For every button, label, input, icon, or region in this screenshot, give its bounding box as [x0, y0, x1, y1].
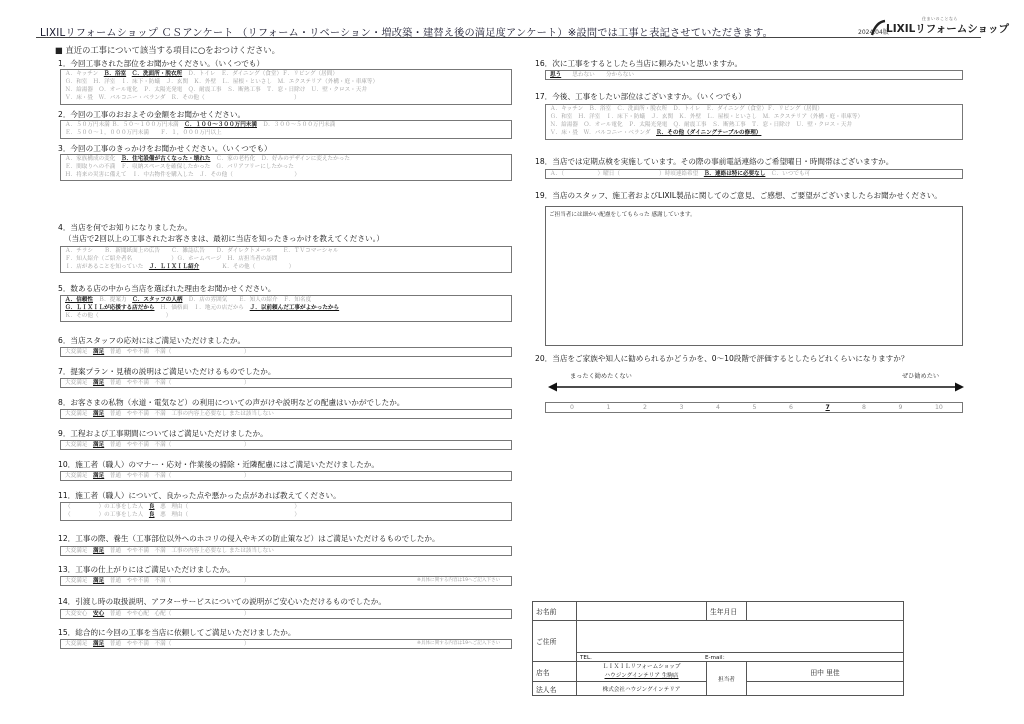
scale-option-0[interactable]: 0	[570, 404, 574, 411]
q2-options: Ａ．５０万円未満 Ｂ．５０～１００万円未満 Ｃ．１００～３００万円未満 Ｄ．３００～５００万円未満 Ｅ．５００～１，０００万円未満 Ｆ．１，０００万円以上	[60, 120, 512, 139]
q12-selected[interactable]: 満足	[92, 548, 105, 554]
q6-label: 6．当店スタッフの応対にはご満足いただけましたか。	[58, 336, 246, 345]
address-field[interactable]	[577, 621, 904, 662]
corp-blank	[747, 682, 904, 696]
q10-label: 10．施工者（職人）のマナー・応対・作業後の掃除・近隣配慮にはご満足いただけましたか。	[58, 460, 380, 469]
q9-selected[interactable]: 満足	[92, 442, 105, 448]
intro-text: ■ 直近の工事について該当する項目に○をおつけください。	[55, 45, 280, 55]
q4-selected[interactable]: Ｊ．ＬＩＸＩＬ紹介	[148, 264, 200, 270]
q5-label: 5．数ある店の中から当店を選ばれた理由をお聞かせください。	[58, 284, 276, 293]
q14-selected[interactable]: 安心	[92, 611, 105, 617]
q10-selected[interactable]: 満足	[92, 473, 105, 479]
q11-selected-2[interactable]: 良	[148, 512, 155, 518]
customer-info-table	[532, 601, 904, 696]
q19-comment-text: ご担当者には細かい配慮をしてもらった 感謝しています。	[549, 212, 696, 218]
q11-selected-1[interactable]: 良	[148, 504, 155, 510]
q9-label: 9．工程および工事期間についてはご満足いただけましたか。	[58, 429, 268, 438]
scale-option-4[interactable]: 4	[716, 404, 720, 411]
q7-options: 大変満足 満足 普通 やや不満 不満（ ）	[60, 378, 512, 388]
q2-label: 2．今回の工事のおおよその金額をお聞かせください。	[58, 110, 246, 119]
q7-selected[interactable]: 満足	[92, 380, 105, 386]
scale-option-7[interactable]: 7	[825, 404, 830, 411]
q1-options: Ａ．キッチン Ｂ．浴室 Ｃ．洗面所・脱衣所 Ｄ．トイレ Ｅ．ダイニング（食堂）Ｆ．リビング（居間） Ｇ．和室 Ｈ．洋室 Ｉ．床下・防蟻 Ｊ．玄関 Ｋ．外壁 Ｌ．屋根・といさし Ｍ．エクステリア（外構・庭・車庫等） Ｎ．給湯器 Ｏ．オール電化 Ｐ．太陽光発電 Ｑ．耐震工事 Ｓ．断熱工事 Ｔ．窓・日除け Ｕ．壁・クロス・天井 Ｖ．床・畳 Ｗ．バルコニー・ベランダ Ｒ．その他（ ）	[60, 69, 512, 105]
q1-selected-washroom[interactable]: Ｃ．洗面所・脱衣所	[131, 71, 183, 77]
q5-selected-staff[interactable]: Ｃ．スタッフの人柄	[132, 297, 183, 303]
header-bar	[36, 24, 981, 38]
dob-field[interactable]	[747, 602, 904, 621]
q19-label: 19．当店のスタッフ、施工者およびLIXIL製品に関してのご意見、ご感想、ご要望がございましたらお聞かせください。	[535, 191, 942, 200]
q16-selected[interactable]: 思う	[550, 72, 562, 78]
q11-options: （ ）の工事をした人 良 悪 理由（ ） （ ）の工事をした人 良 悪 理由（ ）	[60, 502, 512, 521]
q15-label: 15．総合的に今回の工事を当店に依頼してご満足いただけましたか。	[58, 628, 296, 637]
q18-options: Ａ．（ ）曜日（ ）時頃連絡希望 Ｂ．連絡は特に必要なし Ｃ．いつでも可	[545, 169, 963, 179]
scale-arrow-icon	[548, 382, 964, 392]
scale-option-9[interactable]: 9	[898, 404, 903, 411]
q16-options: 思う 思わない 分からない	[545, 70, 963, 80]
lixil-logo: 住まいのことなら LIXILリフォームショップ	[870, 16, 995, 40]
q18-label: 18．当店では定期点検を実施しています。その際の事前電話連絡のご希望曜日・時間帯はございますか。	[535, 157, 894, 166]
q6-selected[interactable]: 満足	[92, 349, 105, 355]
q14-label: 14．引渡し時の取扱説明、アフターサービスについての説明がご安心いただけるものでしたか。	[58, 597, 386, 606]
q4-sublabel: （当店で2回以上の工事されたお客さまは、最初に当店を知ったきっかけを教えてください。）	[64, 234, 384, 243]
q9-options: 大変満足 満足 普通 やや不満 不満（ ）	[60, 440, 512, 450]
q1-label: 1．今回工事された部位をお聞かせください。（いくつでも）	[58, 59, 265, 68]
tel-label: TEL．	[580, 655, 596, 661]
q15-options: 大変満足 満足 普通 やや不満 不満（ ） ※具体に関する内容は19へご記入下さい	[60, 639, 512, 649]
corp-name: 株式会社ハウジングインテリア	[577, 682, 707, 696]
edition-label: 2024.04版	[858, 29, 889, 36]
name-field[interactable]	[577, 602, 707, 621]
q8-selected[interactable]: 満足	[92, 411, 105, 417]
logo-swoosh-icon	[870, 19, 886, 37]
q20-scale	[545, 402, 963, 413]
q20-label: 20．当店をご家族や知人に勧められるかどうかを、0～10段階で評価するとしたらどれくらいになりますか？	[535, 354, 909, 363]
scale-right-label: ぜひ勧めたい	[902, 373, 940, 380]
q16-label: 16．次に工事をするとしたら当店に頼みたいと思いますか。	[535, 59, 743, 68]
store-name: ＬＩＸＩＬリフォームショップ ハウジングインテリア 生駒店	[577, 662, 707, 682]
q5-options: Ａ．信頼性 Ｂ．提案力 Ｃ．スタッフの人柄 Ｄ．店の雰囲気 Ｅ．知人の紹介 Ｆ．知名度 Ｇ．ＬＩＸＩＬが応援する店だから Ｈ．価格面 Ｉ．地元の店だから Ｊ．以前頼んだ工事がよかったから Ｋ．その他（ ）	[60, 295, 512, 322]
q7-label: 7．提案プラン・見積の説明はご満足いただけるものでしたか。	[58, 367, 276, 376]
dob-label: 生年月日	[707, 602, 747, 621]
q5-selected-previous[interactable]: Ｊ．以前頼んだ工事がよかったから	[249, 305, 340, 311]
name-label: お名前	[533, 602, 577, 621]
scale-option-8[interactable]: 8	[862, 404, 866, 411]
corp-label: 法人名	[533, 682, 577, 696]
q6-options: 大変満足 満足 普通 やや不満 不満（ ）	[60, 347, 512, 357]
scale-option-6[interactable]: 6	[789, 404, 793, 411]
scale-option-10[interactable]: 10	[935, 404, 943, 411]
q8-label: 8．お客さまの私物（水道・電気など）の利用についての声がけや説明などの配慮はいかがでしたか。	[58, 398, 405, 407]
q17-label: 17．今後、工事をしたい部位はございますか。（いくつでも）	[535, 92, 746, 101]
q4-label: 4．当店を何でお知りになりましたか。	[58, 223, 192, 232]
scale-option-2[interactable]: 2	[643, 404, 647, 411]
q10-options: 大変満足 満足 普通 やや不満 不満（ ）	[60, 471, 512, 481]
q18-selected[interactable]: Ｂ．連絡は特に必要なし	[703, 171, 766, 177]
q14-options: 大変安心 安心 普通 やや心配 心配（ ）	[60, 609, 512, 619]
q12-options: 大変満足 満足 普通 やや不満 不満 工事の内容上必要なし または該当しない	[60, 546, 512, 556]
scale-option-1[interactable]: 1	[606, 404, 611, 411]
q17-selected[interactable]: Ｒ．その他（ダイニングテーブルの修理）	[656, 130, 762, 136]
q19-comment-box[interactable]	[545, 206, 963, 346]
q4-options: Ａ．チラシ Ｂ．新聞紙面上の広告 Ｃ．雑誌広告 Ｄ．ダイレクトメール Ｅ．ＴＶコマーシャル Ｆ．知人紹介（ご紹介者名 ）Ｇ．ホームページ Ｈ．店担当者の訪問 Ｉ．店があることを知っていた Ｊ．ＬＩＸＩＬ紹介 Ｋ．その他（ ）	[60, 246, 512, 273]
q5-selected-trust[interactable]: Ａ．信頼性	[65, 297, 93, 303]
scale-left-label: まったく勧めたくない	[570, 373, 632, 380]
q13-selected[interactable]: 満足	[92, 578, 105, 584]
staff-name: 田中 里佳	[747, 662, 904, 682]
q11-label: 11．施工者（職人）について、良かった点や悪かった点があれば教えてください。	[58, 491, 341, 500]
q17-options: Ａ．キッチン Ｂ．浴室 Ｃ．洗面所・脱衣所 Ｄ．トイレ Ｅ．ダイニング（食堂）Ｆ．リビング（居間） Ｇ．和室 Ｈ．洋室 Ｉ．床下・防蟻 Ｊ．玄関 Ｋ．外壁 Ｌ．屋根・といさし Ｍ．エクステリア（外構・庭・車庫等） Ｎ．給湯器 Ｏ．オール電化 Ｐ．太陽光発電 Ｑ．耐震工事 Ｓ．断熱工事 Ｔ．窓・日除け Ｕ．壁・クロス・天井 Ｖ．床・畳 Ｗ．バルコニー・ベランダ Ｒ．その他（ダイニングテーブルの修理）	[545, 104, 963, 140]
scale-option-3[interactable]: 3	[679, 404, 684, 411]
scale-option-5[interactable]: 5	[752, 404, 757, 411]
q3-options: Ａ．家族構成の変化 Ｂ．住宅設備が古くなった・壊れた Ｃ．家の老朽化 Ｄ．好みのデザインに変えたかった Ｅ．間取りへの不満 Ｆ．収納スペースを確保したかった Ｇ．バリアフリーにしたかった Ｈ．将来の災害に備えて Ｉ．中古物件を購入した Ｊ．その他（ ）	[60, 154, 512, 181]
q15-selected[interactable]: 満足	[92, 641, 105, 647]
address-label: ご住所	[533, 621, 577, 662]
q2-selected[interactable]: Ｃ．１００～３００万円未満	[184, 122, 257, 128]
page-title: LIXILリフォームショップ ＣＳアンケート （リフォーム・リベーション・増改築・建替え後の満足度アンケート）※設問では工事と表記させていただきます。	[40, 28, 774, 39]
q13-options: 大変満足 満足 普通 やや不満 不満（ ） ※具体に関する内容は19へご記入下さい	[60, 576, 512, 586]
q8-options: 大変満足 満足 普通 やや不満 不満 工事の内容上必要なし または該当しない	[60, 409, 512, 419]
q1-selected-bath[interactable]: Ｂ．浴室	[103, 71, 127, 77]
q5-selected-lixil[interactable]: Ｇ．ＬＩＸＩＬが応援する店だから	[65, 305, 155, 311]
q13-label: 13．工事の仕上がりにはご満足いただけましたか。	[58, 565, 235, 574]
q3-selected[interactable]: Ｂ．住宅設備が古くなった・壊れた	[120, 156, 211, 162]
email-label: E-mail：	[705, 655, 729, 661]
store-label: 店名	[533, 662, 577, 682]
staff-label: 担当者	[707, 662, 747, 696]
q3-label: 3．今回の工事のきっかけをお聞かせください。（いくつでも）	[58, 144, 272, 153]
q12-label: 12．工事の際、養生（工事部位以外へのホコリの侵入やキズの防止策など）はご満足いただけるものでしたか。	[58, 534, 440, 543]
